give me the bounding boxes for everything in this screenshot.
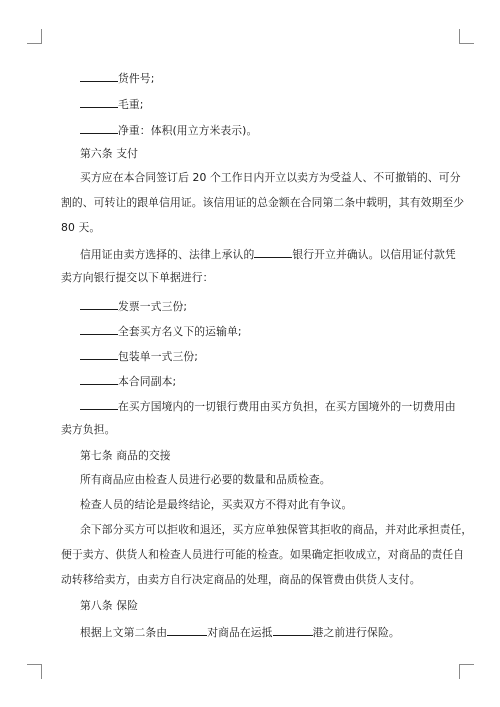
crop-mark-top-right — [459, 29, 474, 44]
list-item-text: 净重：体积(用立方米表示)。 — [118, 124, 258, 137]
list-item-text: 本合同副本; — [118, 375, 177, 388]
list-item-text: 包装单一式三份; — [118, 350, 199, 363]
paragraph-line: 检查人员的结论是最终结论，买卖双方不得对此有争议。 — [80, 498, 353, 511]
crop-mark-top-left — [27, 29, 42, 44]
paragraph-line: 根据上文第二条由 对商品在运抵 港之前进行保险。 — [80, 626, 400, 639]
list-item-text: 毛重; — [118, 98, 144, 111]
fill-in-blank — [80, 398, 118, 410]
list-item — [80, 323, 450, 339]
paragraph-line: 信用证由卖方选择的、法律上承认的 银行开立并确认。以信用证付款凭 — [80, 248, 456, 261]
section-heading: 第七条 商品的交接 — [80, 449, 171, 462]
paragraph-line: 余下部分买方可以拒收和退还，买方应单独保管其拒收的商品，并对此承担责任， — [80, 523, 473, 536]
crop-mark-bottom-right — [459, 664, 474, 679]
list-item-text: 货件号; — [118, 72, 155, 85]
fill-in-blank — [167, 624, 207, 636]
fill-in-blank — [80, 122, 118, 134]
section-heading: 第八条 保险 — [80, 599, 139, 612]
paragraph-line: 80 天。 — [61, 221, 101, 234]
list-item — [80, 70, 450, 86]
fill-in-blank — [80, 323, 118, 335]
list-item — [80, 96, 450, 112]
paragraph-line: 便于卖方、供货人和检查人员进行可能的检查。如果确定拒收成立，对商品的责任自 — [61, 548, 465, 561]
list-item — [80, 122, 450, 138]
list-item-text: 全套买方名义下的运输单; — [118, 325, 242, 338]
fill-in-blank — [80, 348, 118, 360]
paragraph-line: 卖方向银行提交以下单据进行： — [61, 271, 214, 284]
list-item — [80, 348, 450, 364]
fill-in-blank — [254, 246, 292, 258]
fill-in-blank — [273, 624, 313, 636]
paragraph-line: 割的、可转让的跟单信用证。该信用证的总金额在合同第二条中载明，其有效期至少 — [61, 196, 465, 209]
section-heading: 第六条 支付 — [80, 147, 139, 160]
fill-in-blank — [80, 96, 118, 108]
paragraph-line: 在买方国境内的一切银行费用由买方负担，在买方国境外的一切费用由 — [80, 398, 450, 414]
crop-mark-bottom-left — [27, 664, 42, 679]
paragraph-line: 买方应在本合同签订后 20 个工作日内开立以卖方为受益人、不可撤销的、可分 — [80, 171, 461, 184]
fill-in-blank — [80, 298, 118, 310]
list-item-text: 发票一式三份; — [118, 300, 188, 313]
list-item — [80, 298, 450, 314]
paragraph-line: 所有商品应由检查人员进行必要的数量和品质检查。 — [80, 473, 331, 486]
fill-in-blank — [80, 373, 118, 385]
paragraph-line: 动转移给卖方，由卖方自行决定商品的处理，商品的保管费由供货人支付。 — [61, 573, 421, 586]
fill-in-blank — [80, 70, 118, 82]
paragraph-line: 卖方负担。 — [61, 423, 116, 436]
list-item — [80, 373, 450, 389]
